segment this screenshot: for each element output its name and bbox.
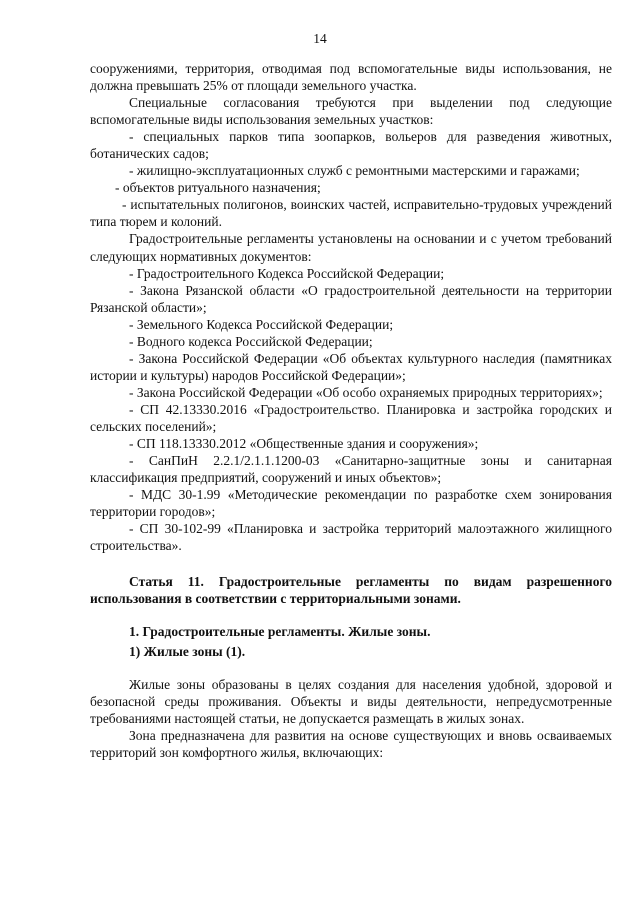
subsection-heading: 1) Жилые зоны (1). <box>129 643 246 659</box>
list-item-land-code: - Земельного Кодекса Российской Федерации; <box>129 316 394 332</box>
page-content <box>90 60 612 761</box>
list-item-cultural-heritage-law: - Закона Российской Федерации «Об объектах культурного наследия (памятниках истории и культуры) народов Российской Федерации»; <box>90 350 612 383</box>
article-heading: Статья 11. Градостроительные регламенты по видам разрешенного использования в соответствии с территориальными зонами. <box>90 574 612 607</box>
list-item-test-grounds: - испытательных полигонов, воинских частей, исправительно-трудовых учреждений типа тюрем и колоний. <box>90 197 612 230</box>
list-item-sanpin: - СанПиН 2.2.1/2.1.1.1200-03 «Санитарно-защитные зоны и санитарная классификация предприятий, сооружений и иных объектов»; <box>90 453 612 486</box>
paragraph-regulations-basis: Градостроительные регламенты установлены на основании и с учетом требований следующих нормативных документов: <box>90 231 612 264</box>
list-item-mds: - МДС 30-1.99 «Методические рекомендации по разработке схем зонирования территории городов»; <box>90 487 612 520</box>
list-item-urban-code: - Градостроительного Кодекса Российской Федерации; <box>129 265 445 281</box>
list-item-sp-118: - СП 118.13330.2012 «Общественные здания и сооружения»; <box>129 436 479 452</box>
list-item-housing-services: - жилищно-эксплуатационных служб с ремонтными мастерскими и гаражами; <box>129 163 580 179</box>
paragraph-residential-zones: Жилые зоны образованы в целях создания для населения удобной, здоровой и безопасной среды проживания. Объекты и виды деятельности, непредусмотренные требованиями настоящей статьи, не допускается размещать в жилых зонах. <box>90 676 612 726</box>
list-item-ritual-objects: - объектов ритуального назначения; <box>115 180 321 196</box>
list-item-ryazan-law: - Закона Рязанской области «О градостроительной деятельности на территории Рязанской области»; <box>90 282 612 315</box>
list-item-sp-30: - СП 30-102-99 «Планировка и застройка территорий малоэтажного жилищного строительства». <box>90 521 612 554</box>
paragraph-special-approvals: Специальные согласования требуются при выделении под следующие вспомогательные виды использования земельных участков: <box>90 95 612 128</box>
section-heading: 1. Градостроительные регламенты. Жилые зоны. <box>129 624 431 640</box>
page-number: 14 <box>313 31 327 46</box>
paragraph-zone-purpose: Зона предназначена для развития на основе существующих и вновь осваиваемых территорий зон комфортного жилья, включающих: <box>90 727 612 760</box>
list-item-protected-areas-law: - Закона Российской Федерации «Об особо охраняемых природных территориях»; <box>129 384 603 400</box>
paragraph-continuation: сооружениями, территория, отводимая под вспомогательные виды использования, не должна превышать 25% от площади земельного участка. <box>90 61 612 94</box>
list-item-sp-42: - СП 42.13330.2016 «Градостроительство. Планировка и застройка городских и сельских поселений»; <box>90 401 612 434</box>
list-item-parks: - специальных парков типа зоопарков, вольеров для разведения животных, ботанических садов; <box>90 129 612 162</box>
list-item-water-code: - Водного кодекса Российской Федерации; <box>129 333 373 349</box>
